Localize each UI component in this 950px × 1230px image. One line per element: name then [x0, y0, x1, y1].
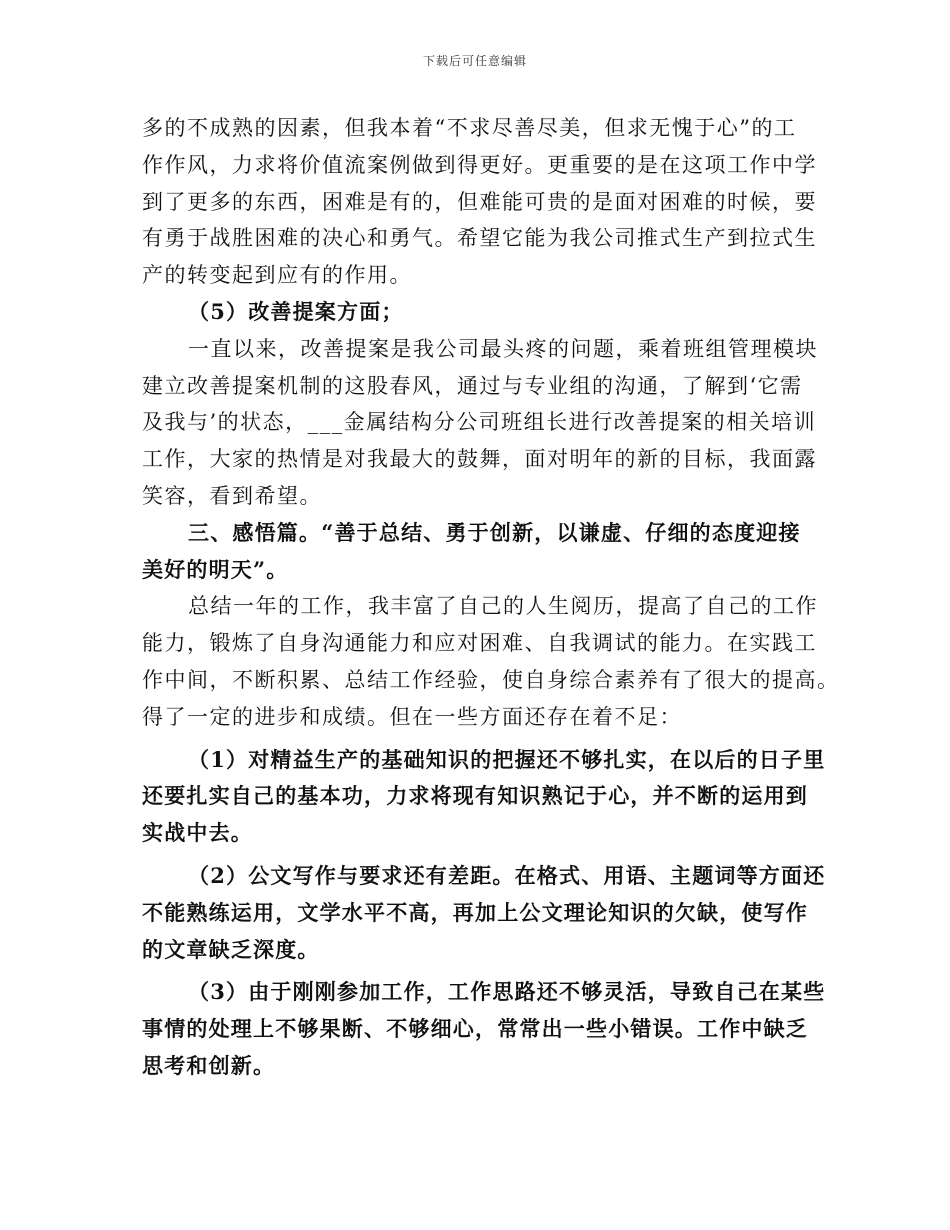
- body-line: 总结一年的工作，我丰富了自己的人生阅历，提高了自己的工作: [188, 594, 818, 619]
- body-line: 产的转变起到应有的作用。: [142, 263, 412, 288]
- body-line: 得了一定的进步和成绩。但在一些方面还存在着不足：: [142, 704, 682, 729]
- body-line: 笑容，看到希望。: [142, 483, 322, 508]
- body-line: 多的不成熟的因素，但我本着“不求尽善尽美，但求无愧于心”的工: [142, 116, 797, 140]
- body-line: 有勇于战胜困难的决心和勇气。希望它能为我公司推式生产到拉式生: [142, 226, 817, 251]
- body-line: 作中间，不断积累、总结工作经验，使自身综合素养有了很大的提高。: [142, 667, 840, 692]
- item-1-cont: 实战中去。: [142, 820, 253, 846]
- document-body: [142, 110, 840, 1085]
- item-2-cont: 不能熟练运用，文学水平不高，再加上公文理论知识的欠缺，使写作: [142, 899, 808, 925]
- item-3-cont: 思考和创新。: [142, 1052, 276, 1078]
- body-line: 工作，大家的热情是对我最大的鼓舞，面对明年的新的目标，我面露: [142, 447, 817, 472]
- body-line: 及我与’的状态，___金属结构分公司班组长进行改善提案的相关培训: [142, 410, 817, 435]
- body-line: 建立改善提案机制的这股春风，通过与专业组的沟通，了解到‘它需: [142, 373, 803, 398]
- section-heading-5: （5）改善提案方面；: [188, 298, 404, 324]
- page-header: 下载后可任意编辑: [422, 54, 527, 68]
- item-3: （3）由于刚刚参加工作，工作思路还不够灵活，导致自己在某些: [188, 979, 826, 1005]
- section-heading-3: 三、感悟篇。“善于总结、勇于创新，以谦虚、仔细的态度迎接: [188, 519, 801, 545]
- item-1: （1）对精益生产的基础知识的把握还不够扎实，在以后的日子里: [188, 746, 826, 772]
- body-line: 能力，锻炼了自身沟通能力和应对困难、自我调试的能力。在实践工: [142, 631, 817, 656]
- section-heading-3-cont: 美好的明天”。: [142, 556, 289, 582]
- body-line: 作作风，力求将价值流案例做到得更好。更重要的是在这项工作中学: [142, 152, 817, 177]
- item-3-cont: 事情的处理上不够果断、不够细心，常常出一些小错误。工作中缺乏: [142, 1016, 808, 1042]
- item-2: （2）公文写作与要求还有差距。在格式、用语、主题词等方面还: [188, 862, 826, 888]
- body-line: 一直以来，改善提案是我公司最头疼的问题，乘着班组管理模块: [188, 336, 818, 361]
- item-2-cont: 的文章缺乏深度。: [142, 936, 320, 962]
- body-line: 到了更多的东西，困难是有的，但难能可贵的是面对困难的时候，要: [142, 189, 817, 214]
- item-1-cont: 还要扎实自己的基本功，力求将现有知识熟记于心，并不断的运用到: [142, 783, 808, 809]
